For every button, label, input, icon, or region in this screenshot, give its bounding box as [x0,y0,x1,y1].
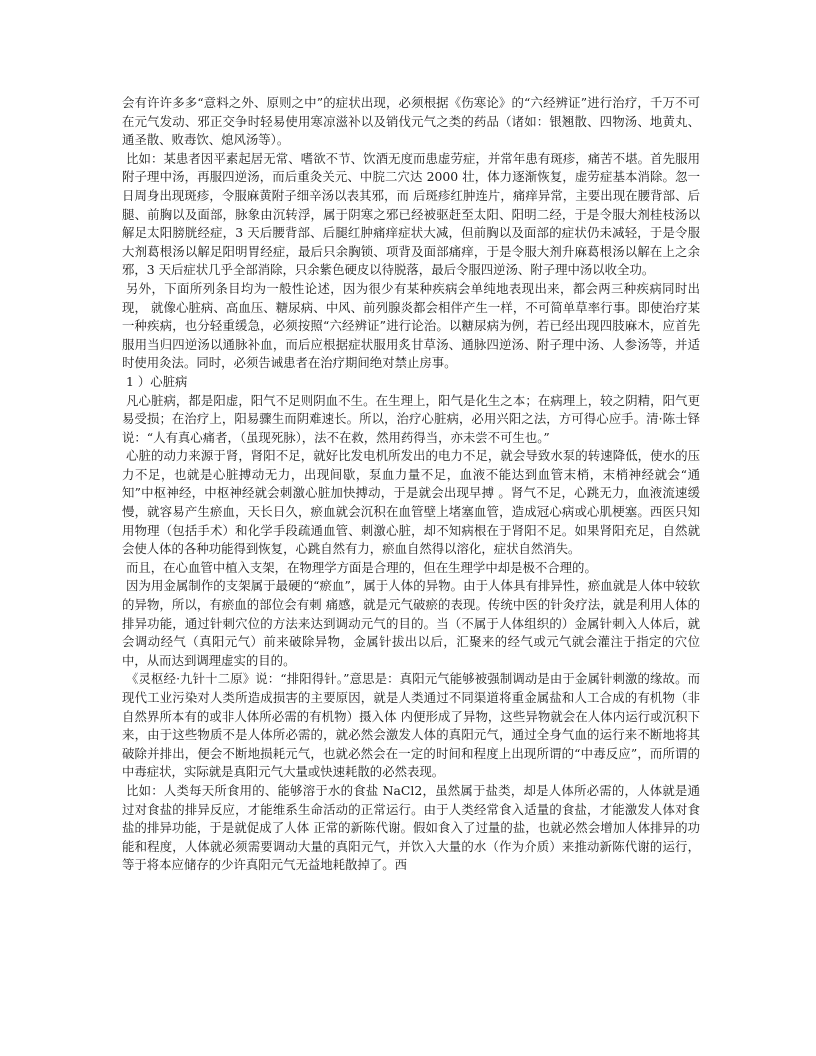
paragraph-heart-kidney: 心脏的动力来源于肾，肾阳不足，就好比发电机所发出的电力不足，就会导致水泵的转速降低，使水的压力不足，也就是心脏搏动无力，出现间歇，泵血力量不足，血液不能达到血管末梢，末梢神经就会“通知”中枢神经，中枢神经就会刺激心脏加快搏动，于是就会出现早搏 。肾气不足，心跳无力，血液流速缓慢，就容易产生瘀血，天长日久，瘀血就会沉积在血管壁上堵塞血管，造成冠心病或心肌梗塞。西医只知用物理（包括手术）和化学手段疏通血管、刺激心脏，却不知病根在于肾阳不足。如果肾阳充足，自然就会使人体的各种功能得到恢复，心跳自然有力，瘀血自然得以溶化，症状自然消失。 [122,448,700,557]
paragraph-heart-yang: 凡心脏病，都是阳虚，阳气不足则阴血不生。在生理上，阳气是化生之本；在病理上，较之阴精，阳气更易受损；在治疗上，阳易骤生而阴难速长。所以，治疗心脏病，必用兴阳之法，方可得心应手。清·陈士铎说：“人有真心痛者，（虽现死脉），法不在救，然用药得当，亦未尝不可生也。” [122,392,700,445]
paragraph-example-case: 比如：某患者因平素起居无常、嗜欲不节、饮酒无度而患虚劳症，并常年患有斑疹，痛苦不堪。首先服用附子理中汤，再服四逆汤，而后重灸关元、中脘二穴达 2000 壮，体力逐渐恢复，虚劳症基本消除。忽一日周身出现斑疹，令服麻黄附子细辛汤以表其邪，而 后斑疹红肿连片，痛痒异常，主要出现在腰背部、后腿、前胸以及面部，脉象由沉转浮，属于阴寒之邪已经被驱赶至太阳、阳明二经，于是令服大剂桂枝汤以解足太阳膀胱经症，3 天后腰背部、后腿红肿痛痒症状大减，但前胸以及面部的症状仍未减轻，于是令服大剂葛根汤以解足阳明胃经症，最后只余胸锁、项背及面部痛痒，于是令服大剂升麻葛根汤以解在上之余邪，3 天后症状几乎全部消除，只余紫色硬皮以待脱落，最后令服四逆汤、附子理中汤以收全功。 [122,150,700,278]
document-page [122,94,700,875]
paragraph-stent: 而且，在心血管中植入支架，在物理学方面是合理的，但在生理学中却是极不合理的。 [126,559,597,575]
paragraph-lingshu: 《灵枢经·九针十二原》说：“排阳得针。”意思是：真阳元气能够被强制调动是由于金属针刺激的缘故。而现代工业污染对人类所造成损害的主要原因，就是人类通过不同渠道将重金属盐和人工合成的有机物（非自然界所本有的或非人体所必需的有机物）摄入体 内便形成了异物，这些异物就会在人体内运行或沉积下来，由于这些物质不是人体所必需的，就必然会激发人体的真阳元气，通过全身气血的运行来不断地将其破除并排出，便会不断地损耗元气，也就必然会在一定的时间和程度上出现所谓的“中毒反应”，而所谓的中毒症状，实际就是真阳元气大量或快速耗散的必然表现。 [122,671,700,780]
paragraph-salt-example: 比如：人类每天所食用的、能够溶于水的食盐 NaCl2，虽然属于盐类，却是人体所必需的，人体就是通过对食盐的排异反应，才能维系生命活动的正常运行。由于人类经常食入适量的食盐，才能激发人体对食盐的排异功能，于是就促成了人体 正常的新陈代谢。假如食入了过量的盐，也就必然会增加人体排异的功能和程度，人体就必须需要调动大量的真阳元气，并饮入大量的水（作为介质）来推动新陈代谢的运行，等于将本应储存的少许真阳元气无益地耗散掉了。西 [122,782,700,873]
paragraph-foreign-body: 因为用金属制作的支架属于最硬的“瘀血”，属于人体的异物。由于人体具有排异性，瘀血就是人体中较软的异物，所以，有瘀血的部位会有刺 痛感，就是元气破瘀的表现。传统中医的针灸疗法，就是利用人体的排异功能，通过针刺穴位的方法来达到调动元气的目的。当（不属于人体组织的）金属针刺入人体后，就会调动经气（真阳元气）前来破除异物，金属针拔出以后，汇聚来的经气或元气就会灌注于指定的穴位中，从而达到调理虚实的目的。 [122,578,700,668]
section-heading-heart-disease: 1 ）心脏病 [126,373,188,389]
paragraph-general-note: 另外，下面所列条目均为一般性论述，因为很少有某种疾病会单纯地表现出来，都会两三种疾病同时出现， 就像心脏病、高血压、糖尿病、中风、前列腺炎都会相伴产生一样，不可简单草率行事。即使治疗某一种疾病，也分轻重缓急，必须按照“六经辨证”进行论治。以糖尿病为例，若已经出现四肢麻木，应首先服用当归四逆汤以通脉补血，而后应根据症状服用炙甘草汤、通脉四逆汤、附子理中汤、人参汤等，并适时使用灸法。同时，必须告诫患者在治疗期间绝对禁止房事。 [122,280,700,371]
paragraph-continuation: 会有许许多多“意料之外、原则之中”的症状出现，必须根据《伤寒论》的“六经辨证”进行治疗，千万不可在元气发动、邪正交争时轻易使用寒凉滋补以及销伐元气之类的药品（诸如：银翘散、四物汤、地黄丸、通圣散、败毒饮、熄风汤等）。 [122,95,700,148]
